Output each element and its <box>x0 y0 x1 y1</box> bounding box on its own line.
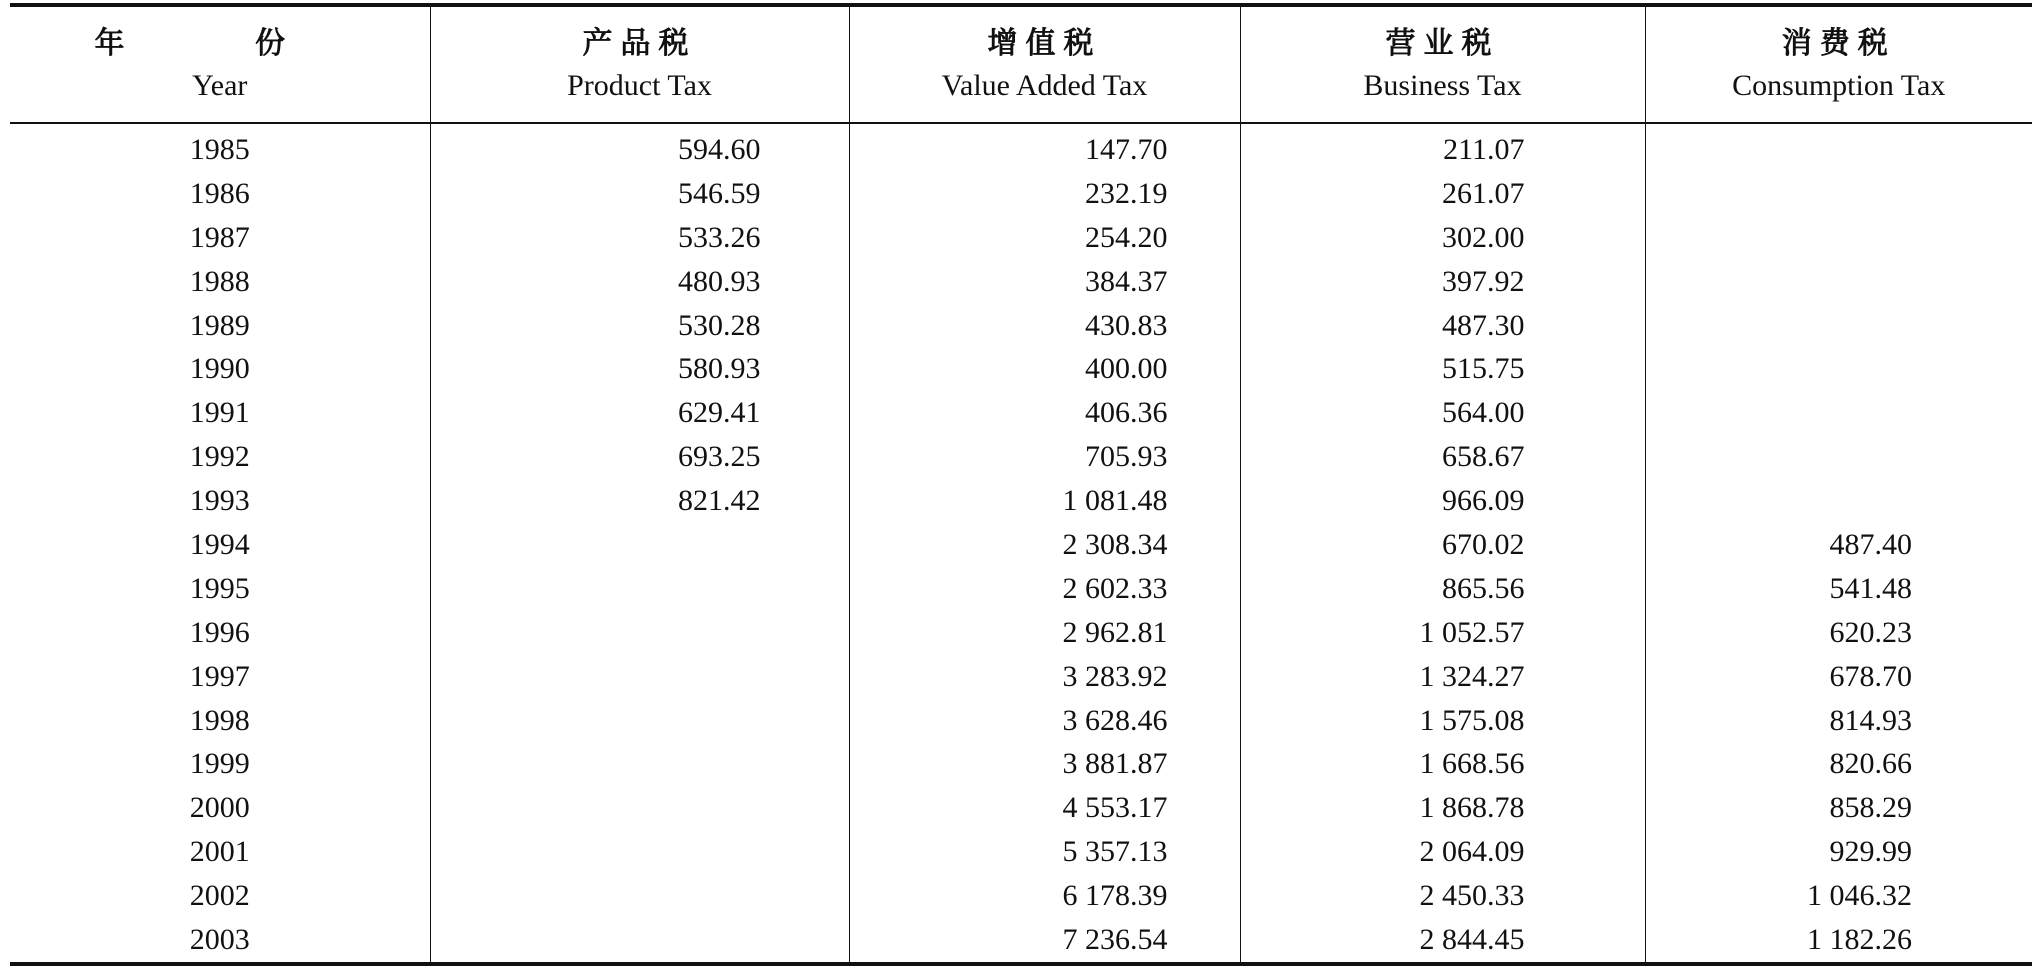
cell-value-added-tax: 147.70 <box>849 123 1240 172</box>
cell-year: 1985 <box>189 132 250 166</box>
cell-year: 2002 <box>189 879 250 913</box>
cell-value-added-tax: 384.37 <box>849 260 1240 304</box>
header-value-added-tax-en: Value Added Tax <box>941 68 1148 102</box>
cell-consumption-tax <box>1645 347 2032 391</box>
table-row <box>10 830 2032 874</box>
cell-product-tax <box>430 611 849 655</box>
table-row <box>10 172 2032 216</box>
cell-product-tax: 693.25 <box>430 435 849 479</box>
cell-consumption-tax: 1 046.32 <box>1645 874 2032 918</box>
cell-product-tax <box>430 742 849 786</box>
header-consumption-tax <box>1645 5 2032 123</box>
cell-product-tax <box>430 874 849 918</box>
cell-consumption-tax <box>1645 435 2032 479</box>
cell-product-tax <box>430 567 849 611</box>
cell-product-tax: 546.59 <box>430 172 849 216</box>
cell-value-added-tax: 2 602.33 <box>849 567 1240 611</box>
tax-revenue-table <box>10 3 2032 966</box>
cell-product-tax: 629.41 <box>430 391 849 435</box>
table-row <box>10 655 2032 699</box>
cell-consumption-tax: 620.23 <box>1645 611 2032 655</box>
cell-year: 2001 <box>189 835 250 869</box>
cell-consumption-tax <box>1645 123 2032 172</box>
header-value-added-tax <box>849 5 1240 123</box>
cell-value-added-tax: 4 553.17 <box>849 786 1240 830</box>
cell-value-added-tax: 3 283.92 <box>849 655 1240 699</box>
cell-value-added-tax: 6 178.39 <box>849 874 1240 918</box>
header-product-tax <box>430 5 849 123</box>
cell-value-added-tax: 430.83 <box>849 304 1240 348</box>
cell-business-tax: 1 868.78 <box>1240 786 1645 830</box>
cell-year: 1996 <box>189 615 250 649</box>
cell-product-tax: 530.28 <box>430 304 849 348</box>
cell-consumption-tax: 541.48 <box>1645 567 2032 611</box>
header-value-added-tax-zh: 增值税 <box>987 25 1102 61</box>
table-row <box>10 699 2032 743</box>
cell-year: 2000 <box>189 791 250 825</box>
cell-product-tax: 533.26 <box>430 216 849 260</box>
cell-year: 1998 <box>189 703 250 737</box>
cell-business-tax: 397.92 <box>1240 260 1645 304</box>
cell-business-tax: 211.07 <box>1240 123 1645 172</box>
table-row <box>10 123 2032 172</box>
cell-consumption-tax: 858.29 <box>1645 786 2032 830</box>
cell-value-added-tax: 400.00 <box>849 347 1240 391</box>
cell-product-tax <box>430 655 849 699</box>
table-row <box>10 786 2032 830</box>
cell-value-added-tax: 254.20 <box>849 216 1240 260</box>
cell-value-added-tax: 232.19 <box>849 172 1240 216</box>
header-business-tax-en: Business Tax <box>1363 68 1522 102</box>
cell-value-added-tax: 3 881.87 <box>849 742 1240 786</box>
cell-business-tax: 2 450.33 <box>1240 874 1645 918</box>
cell-business-tax: 1 052.57 <box>1240 611 1645 655</box>
cell-year: 1988 <box>189 264 250 298</box>
cell-product-tax <box>430 699 849 743</box>
table-row <box>10 742 2032 786</box>
cell-product-tax <box>430 786 849 830</box>
cell-business-tax: 2 844.45 <box>1240 918 1645 964</box>
cell-year: 1986 <box>189 176 250 210</box>
cell-year: 2003 <box>189 922 250 956</box>
cell-business-tax: 564.00 <box>1240 391 1645 435</box>
cell-business-tax: 487.30 <box>1240 304 1645 348</box>
cell-value-added-tax: 7 236.54 <box>849 918 1240 964</box>
cell-business-tax: 261.07 <box>1240 172 1645 216</box>
cell-consumption-tax <box>1645 216 2032 260</box>
header-consumption-tax-zh: 消费税 <box>1781 25 1896 61</box>
cell-consumption-tax: 487.40 <box>1645 523 2032 567</box>
table-row <box>10 523 2032 567</box>
cell-year: 1997 <box>189 659 250 693</box>
cell-business-tax: 515.75 <box>1240 347 1645 391</box>
cell-business-tax: 1 324.27 <box>1240 655 1645 699</box>
cell-year: 1991 <box>189 396 250 430</box>
table-row <box>10 347 2032 391</box>
header-product-tax-zh: 产品税 <box>582 25 697 61</box>
header-year-en: Year <box>192 68 248 102</box>
cell-product-tax <box>430 830 849 874</box>
cell-business-tax: 670.02 <box>1240 523 1645 567</box>
table-body <box>10 123 2032 964</box>
cell-consumption-tax <box>1645 304 2032 348</box>
cell-value-added-tax: 5 357.13 <box>849 830 1240 874</box>
cell-business-tax: 1 668.56 <box>1240 742 1645 786</box>
header-year-zh: 年 份 <box>94 25 345 61</box>
cell-year: 1999 <box>189 747 250 781</box>
cell-product-tax <box>430 523 849 567</box>
cell-business-tax: 1 575.08 <box>1240 699 1645 743</box>
header-product-tax-en: Product Tax <box>567 68 712 102</box>
tax-revenue-table-container <box>10 3 2032 966</box>
cell-year: 1990 <box>189 352 250 386</box>
cell-year: 1992 <box>189 440 250 474</box>
cell-consumption-tax: 1 182.26 <box>1645 918 2032 964</box>
cell-product-tax: 580.93 <box>430 347 849 391</box>
cell-business-tax: 2 064.09 <box>1240 830 1645 874</box>
cell-product-tax: 594.60 <box>430 123 849 172</box>
table-row <box>10 304 2032 348</box>
cell-year: 1989 <box>189 308 250 342</box>
header-business-tax-zh: 营业税 <box>1385 25 1500 61</box>
cell-business-tax: 302.00 <box>1240 216 1645 260</box>
cell-consumption-tax <box>1645 479 2032 523</box>
cell-product-tax: 821.42 <box>430 479 849 523</box>
cell-value-added-tax: 2 962.81 <box>849 611 1240 655</box>
table-row <box>10 391 2032 435</box>
cell-consumption-tax <box>1645 172 2032 216</box>
cell-product-tax: 480.93 <box>430 260 849 304</box>
cell-year: 1995 <box>189 571 250 605</box>
header-row <box>10 5 2032 123</box>
table-row <box>10 479 2032 523</box>
table-row <box>10 216 2032 260</box>
cell-value-added-tax: 1 081.48 <box>849 479 1240 523</box>
cell-consumption-tax: 814.93 <box>1645 699 2032 743</box>
cell-business-tax: 865.56 <box>1240 567 1645 611</box>
cell-consumption-tax: 929.99 <box>1645 830 2032 874</box>
header-business-tax <box>1240 5 1645 123</box>
cell-consumption-tax <box>1645 391 2032 435</box>
cell-year: 1993 <box>189 484 250 518</box>
cell-business-tax: 658.67 <box>1240 435 1645 479</box>
cell-year: 1987 <box>189 220 250 254</box>
cell-value-added-tax: 705.93 <box>849 435 1240 479</box>
table-row <box>10 611 2032 655</box>
cell-value-added-tax: 406.36 <box>849 391 1240 435</box>
cell-consumption-tax: 678.70 <box>1645 655 2032 699</box>
cell-consumption-tax <box>1645 260 2032 304</box>
table-row <box>10 260 2032 304</box>
cell-business-tax: 966.09 <box>1240 479 1645 523</box>
cell-consumption-tax: 820.66 <box>1645 742 2032 786</box>
table-row <box>10 567 2032 611</box>
cell-value-added-tax: 3 628.46 <box>849 699 1240 743</box>
table-row <box>10 435 2032 479</box>
cell-value-added-tax: 2 308.34 <box>849 523 1240 567</box>
table-header <box>10 5 2032 123</box>
table-row <box>10 874 2032 918</box>
cell-year: 1994 <box>189 527 250 561</box>
header-year <box>10 5 430 123</box>
header-consumption-tax-en: Consumption Tax <box>1732 68 1946 102</box>
